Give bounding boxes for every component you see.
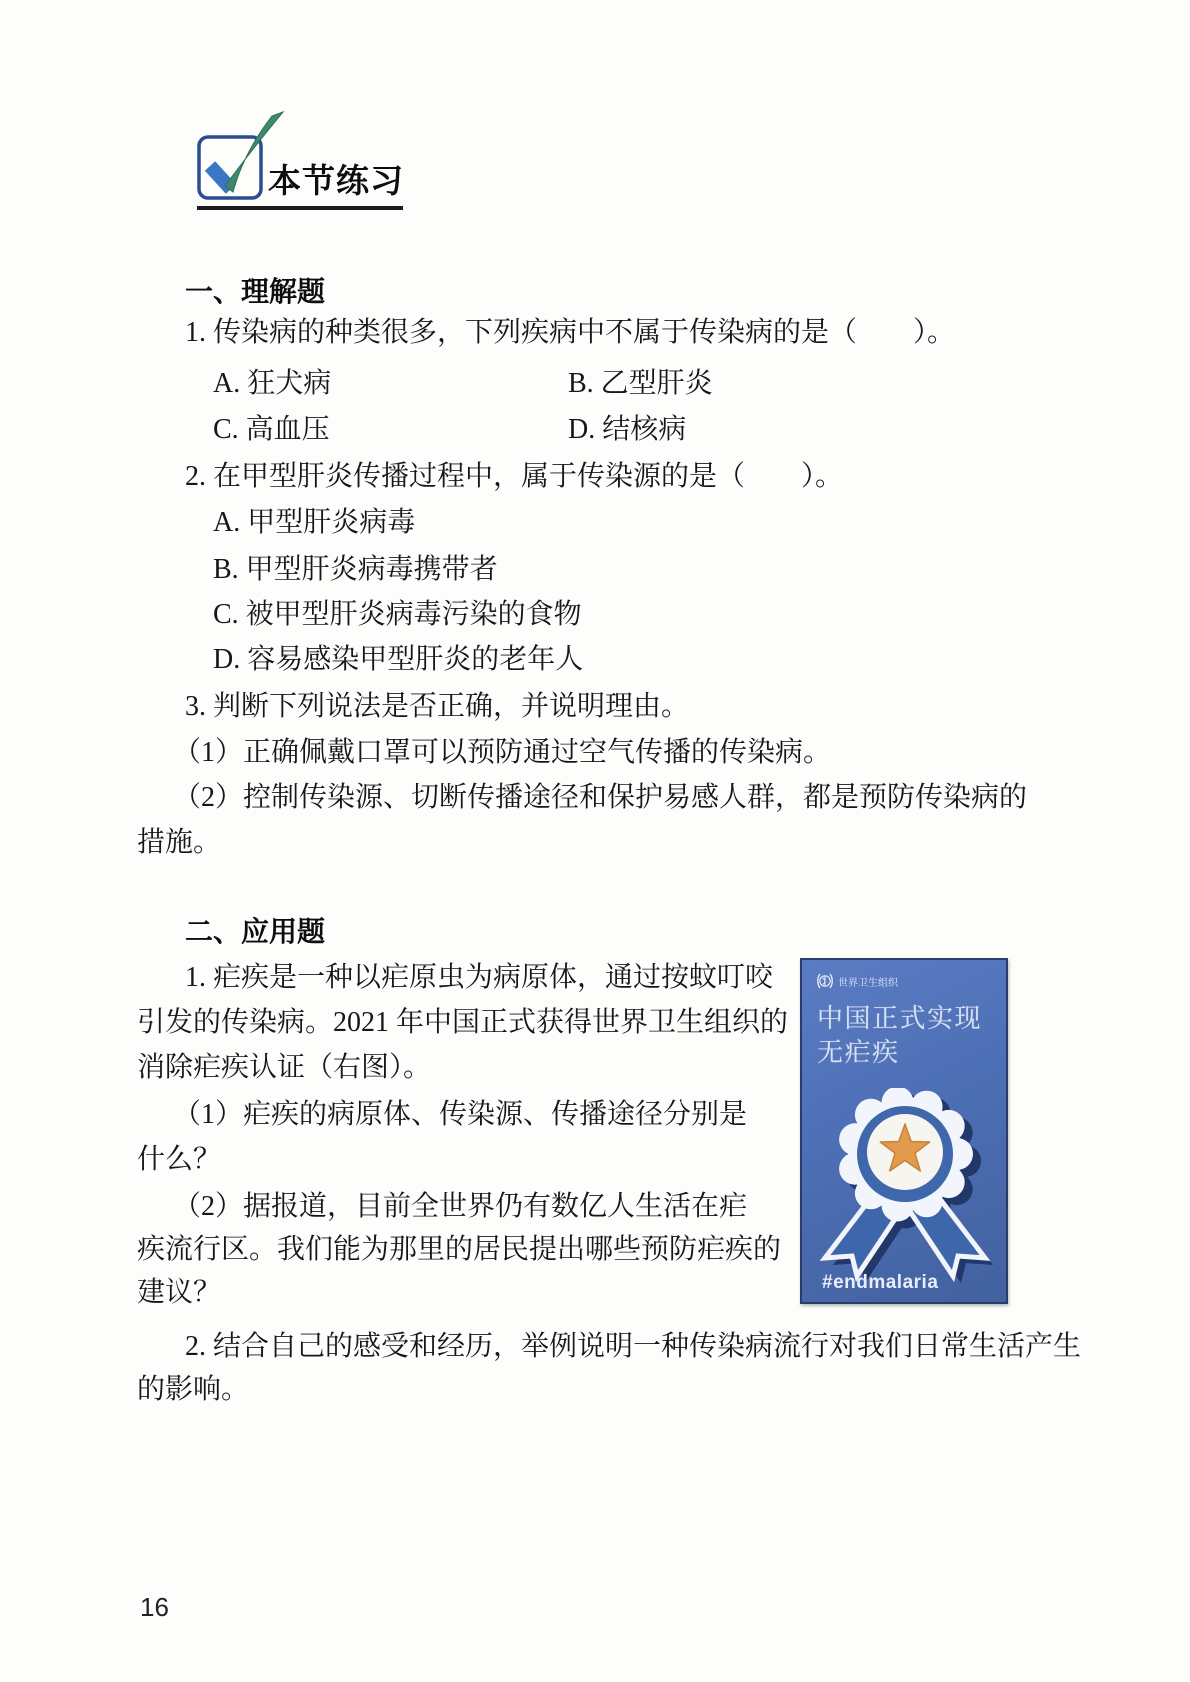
s2-question2-line1: 2. 结合自己的感受和经历，举例说明一种传染病流行对我们日常生活产生 [185,1331,1082,1362]
section1-heading: 一、理解题 [185,276,326,307]
page-number: 16 [140,1592,169,1622]
s1-q2-option-c: C. 被甲型肝炎病毒污染的食物 [213,599,582,630]
s1-q2-option-a: A. 甲型肝炎病毒 [213,507,416,538]
s1-question1: 1. 传染病的种类很多，下列疾病中不属于传染病的是（ ）。 [185,317,956,348]
section2-heading: 二、应用题 [185,916,326,947]
s1-q3-sub2-line1: （2）控制传染源、切断传播途径和保护易感人群，都是预防传染病的 [173,782,1028,813]
s1-question2: 2. 在甲型肝炎传播过程中，属于传染源的是（ ）。 [185,461,844,492]
who-emblem-icon [816,972,834,990]
s2-q1-line3: 消除疟疾认证（右图）。 [137,1052,432,1083]
title-underline [197,206,403,210]
award-badge-icon [802,1088,1010,1288]
s1-q1-option-b: B. 乙型肝炎 [568,368,713,399]
s1-q1-option-c: C. 高血压 [213,414,330,445]
s1-q3-sub2-line2: 措施。 [137,827,222,858]
s1-q3-sub1: （1）正确佩戴口罩可以预防通过空气传播的传染病。 [173,737,832,768]
who-org-label: 世界卫生组织 [838,977,898,989]
page-title: 本节练习 [268,162,404,199]
s1-q1-option-d: D. 结核病 [568,414,687,445]
s1-q2-option-b: B. 甲型肝炎病毒携带者 [213,554,498,585]
s2-q1-sub2-line2: 疾流行区。我们能为那里的居民提出哪些预防疟疾的 [137,1234,782,1265]
s2-q1-sub1-line1: （1）疟疾的病原体、传染源、传播途径分别是 [173,1099,748,1130]
s2-q1-sub2-line1: （2）据报道，目前全世界仍有数亿人生活在疟 [173,1191,748,1222]
poster-title-line2: 无疟疾 [817,1037,900,1067]
s2-q1-sub1-line2: 什么？ [137,1144,222,1175]
poster-hashtag: #endmalaria [822,1272,939,1293]
s1-q1-option-a: A. 狂犬病 [213,368,332,399]
s2-q1-line2: 引发的传染病。2021 年中国正式获得世界卫生组织的 [137,1007,789,1038]
who-malaria-poster [800,958,1008,1304]
s1-q2-option-d: D. 容易感染甲型肝炎的老年人 [213,644,584,675]
poster-title-line1: 中国正式实现 [817,1003,983,1033]
s2-q1-sub2-line3: 建议？ [137,1277,222,1308]
who-logo-row [816,972,898,990]
s2-question2-line2: 的影响。 [137,1374,250,1405]
s1-question3: 3. 判断下列说法是否正确，并说明理由。 [185,691,690,722]
s2-q1-line1: 1. 疟疾是一种以疟原虫为病原体，通过按蚊叮咬 [185,962,774,993]
